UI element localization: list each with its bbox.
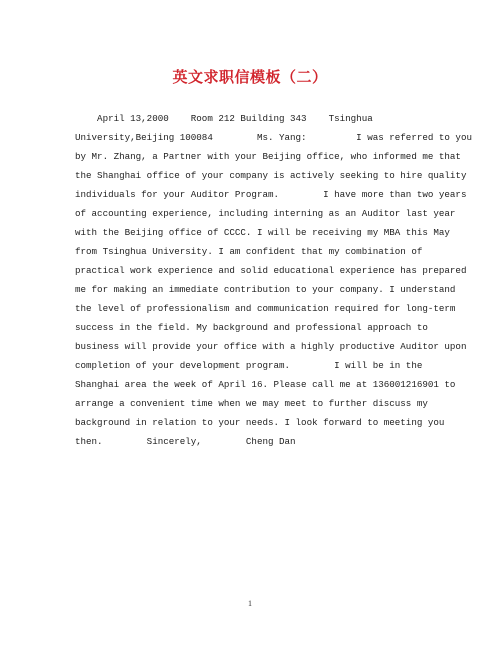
document-title: 英文求职信模板（二）: [172, 68, 328, 86]
letter-line: Shanghai area the week of April 16. Please call me at 136001216901 to: [75, 379, 456, 390]
letter-line: practical work experience and solid educational experience has prepared: [75, 265, 467, 276]
letter-line: individuals for your Auditor Program. I have more than two years: [75, 189, 467, 200]
letter-line: the Shanghai office of your company is actively seeking to hire quality: [75, 170, 467, 181]
letter-line: of accounting experience, including interning as an Auditor last year: [75, 208, 456, 219]
letter-line: University,Beijing 100084 Ms. Yang: I was referred to you: [75, 132, 472, 143]
letter-line: business will provide your office with a highly productive Auditor upon: [75, 341, 467, 352]
letter-line: me for making an immediate contribution to your company. I understand: [75, 284, 456, 295]
letter-line: then. Sincerely, Cheng Dan: [75, 436, 296, 447]
letter-line: April 13,2000 Room 212 Building 343 Tsinghua: [75, 113, 373, 124]
letter-line: from Tsinghua University. I am confident that my combination of: [75, 246, 423, 257]
letter-line: the level of professionalism and communication required for long-term: [75, 303, 456, 314]
letter-body: [75, 109, 472, 451]
letter-line: success in the field. My background and professional approach to: [75, 322, 428, 333]
letter-line: by Mr. Zhang, a Partner with your Beijing office, who informed me that: [75, 151, 461, 162]
page-number: 1: [248, 599, 252, 608]
letter-line: arrange a convenient time when we may meet to further discuss my: [75, 398, 428, 409]
letter-line: with the Beijing office of CCCC. I will be receiving my MBA this May: [75, 227, 450, 238]
letter-line: completion of your development program. I will be in the: [75, 360, 423, 371]
letter-line: background in relation to your needs. I look forward to meeting you: [75, 417, 445, 428]
